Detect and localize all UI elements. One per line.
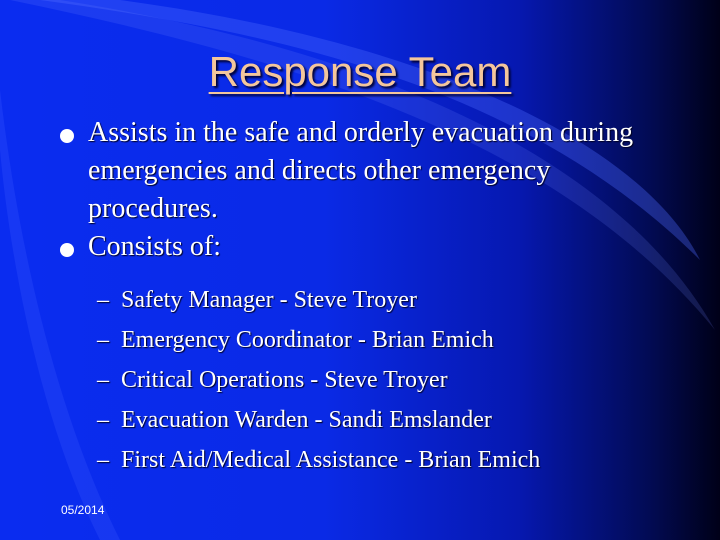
team-member-item: [97, 280, 697, 320]
team-member-text: First Aid/Medical Assistance - Brian Emich: [121, 447, 541, 473]
footer-date: 05/2014: [61, 503, 105, 517]
team-member-text: Evacuation Warden - Sandi Emslander: [121, 407, 492, 433]
team-member-text: Critical Operations - Steve Troyer: [121, 367, 448, 393]
dash-icon: –: [97, 407, 109, 433]
bullet-text: Consists of:: [88, 231, 222, 262]
dash-icon: –: [97, 327, 109, 353]
dash-icon: –: [97, 447, 109, 473]
bullet-item-responsibilities: [58, 114, 678, 228]
team-members-list: [97, 280, 697, 480]
team-member-text: Emergency Coordinator - Brian Emich: [121, 327, 494, 353]
team-member-item: [97, 360, 697, 400]
team-member-item: [97, 320, 697, 360]
dash-icon: –: [97, 287, 109, 313]
main-bullet-list: [58, 114, 678, 266]
bullet-dot-icon: [60, 243, 74, 257]
bullet-text: Assists in the safe and orderly evacuation during emergencies and directs other emergency procedures.: [88, 117, 634, 224]
team-member-item: [97, 400, 697, 440]
dash-icon: –: [97, 367, 109, 393]
team-member-text: Safety Manager - Steve Troyer: [121, 287, 417, 313]
bullet-dot-icon: [60, 129, 74, 143]
slide-title: Response Team: [208, 48, 512, 95]
bullet-item-consists-of: [58, 228, 678, 266]
team-member-item: [97, 440, 697, 480]
